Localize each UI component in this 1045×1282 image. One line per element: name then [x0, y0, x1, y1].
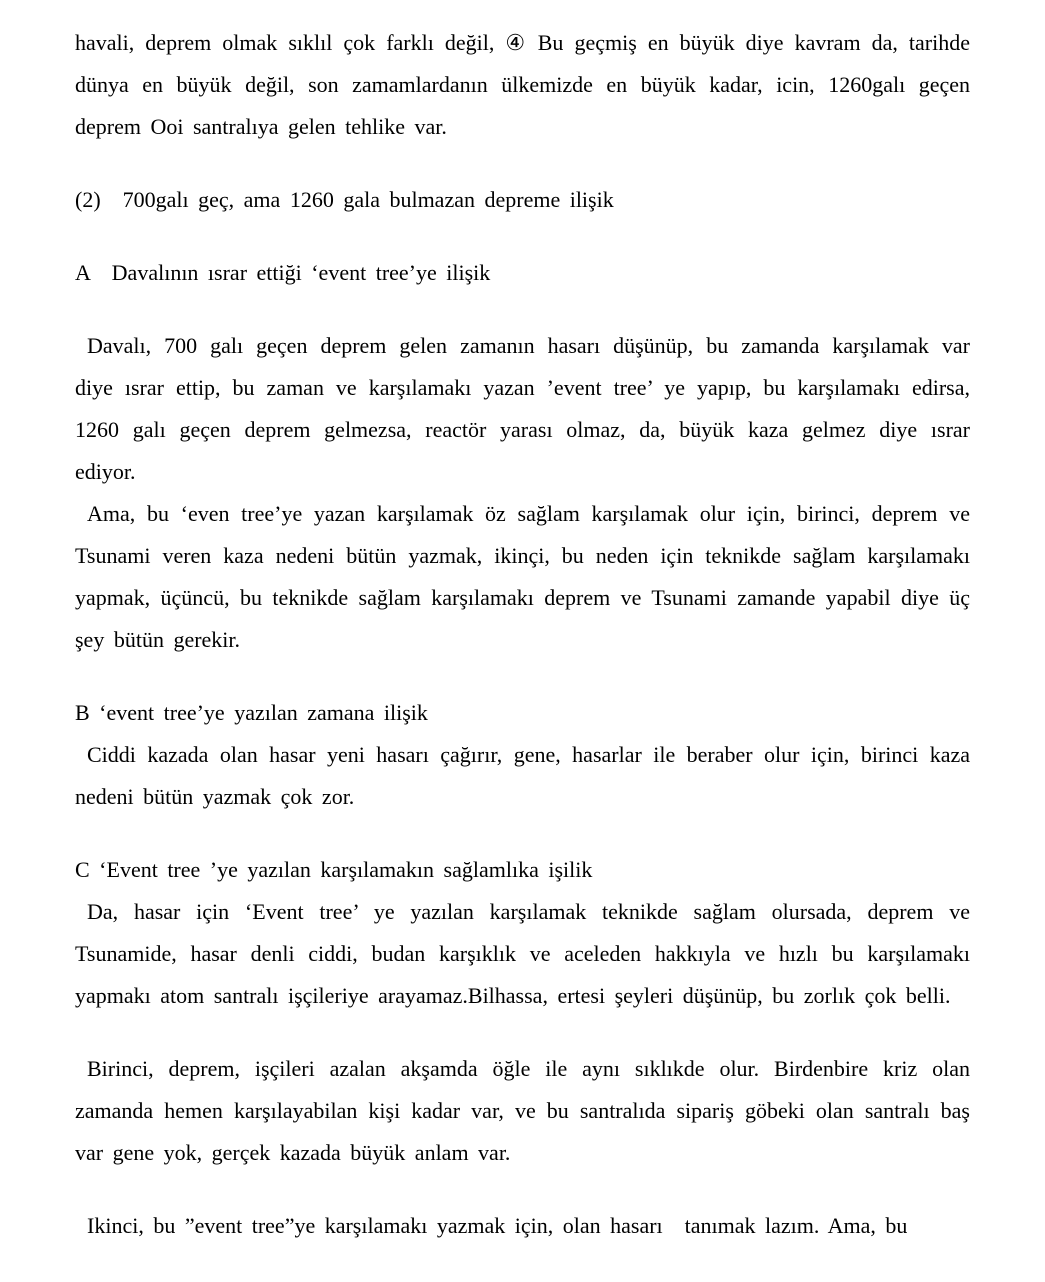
- intro-paragraph: havali, deprem olmak sıklıl çok farklı değil, ④ Bu geçmiş en büyük diye kavram da, tarihde dünya en büyük değil, son zamamlardanın ülkemizde en büyük kadar, icin, 1260galı geçen deprem Ooi santralıya gelen tehlike var.: [75, 30, 970, 139]
- item-c-heading: C ‘Event tree ’ye yazılan karşılamakın sağlamlıka işilik: [75, 857, 593, 882]
- item-b-heading: B ‘event tree’ye yazılan zamana ilişik: [75, 700, 428, 725]
- item-c-paragraph: Da, hasar için ‘Event tree’ ye yazılan karşılamak teknikde sağlam olursada, deprem ve Tsunamide, hasar denli ciddi, budan karşıklık ve aceleden hakkıyla ve hızlı bu karşılamakı yapmakı atom santralı işçileriye arayamaz.Bilhassa, ertesi şeyleri düşünüp, bu zorlık çok belli.: [75, 899, 970, 1008]
- item-b-paragraph: Ciddi kazada olan hasar yeni hasarı çağırır, gene, hasarlar ile beraber olur için, birinci kaza nedeni bütün yazmak çok zor.: [75, 742, 970, 809]
- closing-paragraph-2: Ikinci, bu ”event tree”ye karşılamakı yazmak için, olan hasarı tanımak lazım. Ama, bu: [87, 1213, 908, 1238]
- closing-paragraph-1: Birinci, deprem, işçileri azalan akşamda öğle ile aynı sıklıkde olur. Birdenbire kriz olan zamanda hemen karşılayabilan kişi kadar var, ve bu santralıda sipariş göbeki olan santralı baş var gene yok, gerçek kazada büyük anlam var.: [75, 1056, 970, 1165]
- item-a-paragraph-1: Davalı, 700 galı geçen deprem gelen zamanın hasarı düşünüp, bu zamanda karşılamak var diye ısrar ettip, bu zaman ve karşılamakı yazan ’event tree’ ye yapıp, bu karşılamakı edirsa, 1260 galı geçen deprem gelmezsa, reactör yarası olmaz, da, büyük kaza gelmez diye ısrar ediyor.: [75, 333, 970, 484]
- item-a-heading: A Davalının ısrar ettiği ‘event tree’ye ilişik: [75, 260, 491, 285]
- item-a-paragraph-2: Ama, bu ‘even tree’ye yazan karşılamak öz sağlam karşılamak olur için, birinci, deprem ve Tsunami veren kaza nedeni bütün yazmak, ikinçi, bu neden için teknikde sağlam karşılamakı yapmak, üçüncü, bu teknikde sağlam karşılamakı deprem ve Tsunami zamande yapabil diye üç şey bütün gerekir.: [75, 501, 970, 652]
- section-2-heading: (2) 700galı geç, ama 1260 gala bulmazan depreme ilişik: [75, 187, 614, 212]
